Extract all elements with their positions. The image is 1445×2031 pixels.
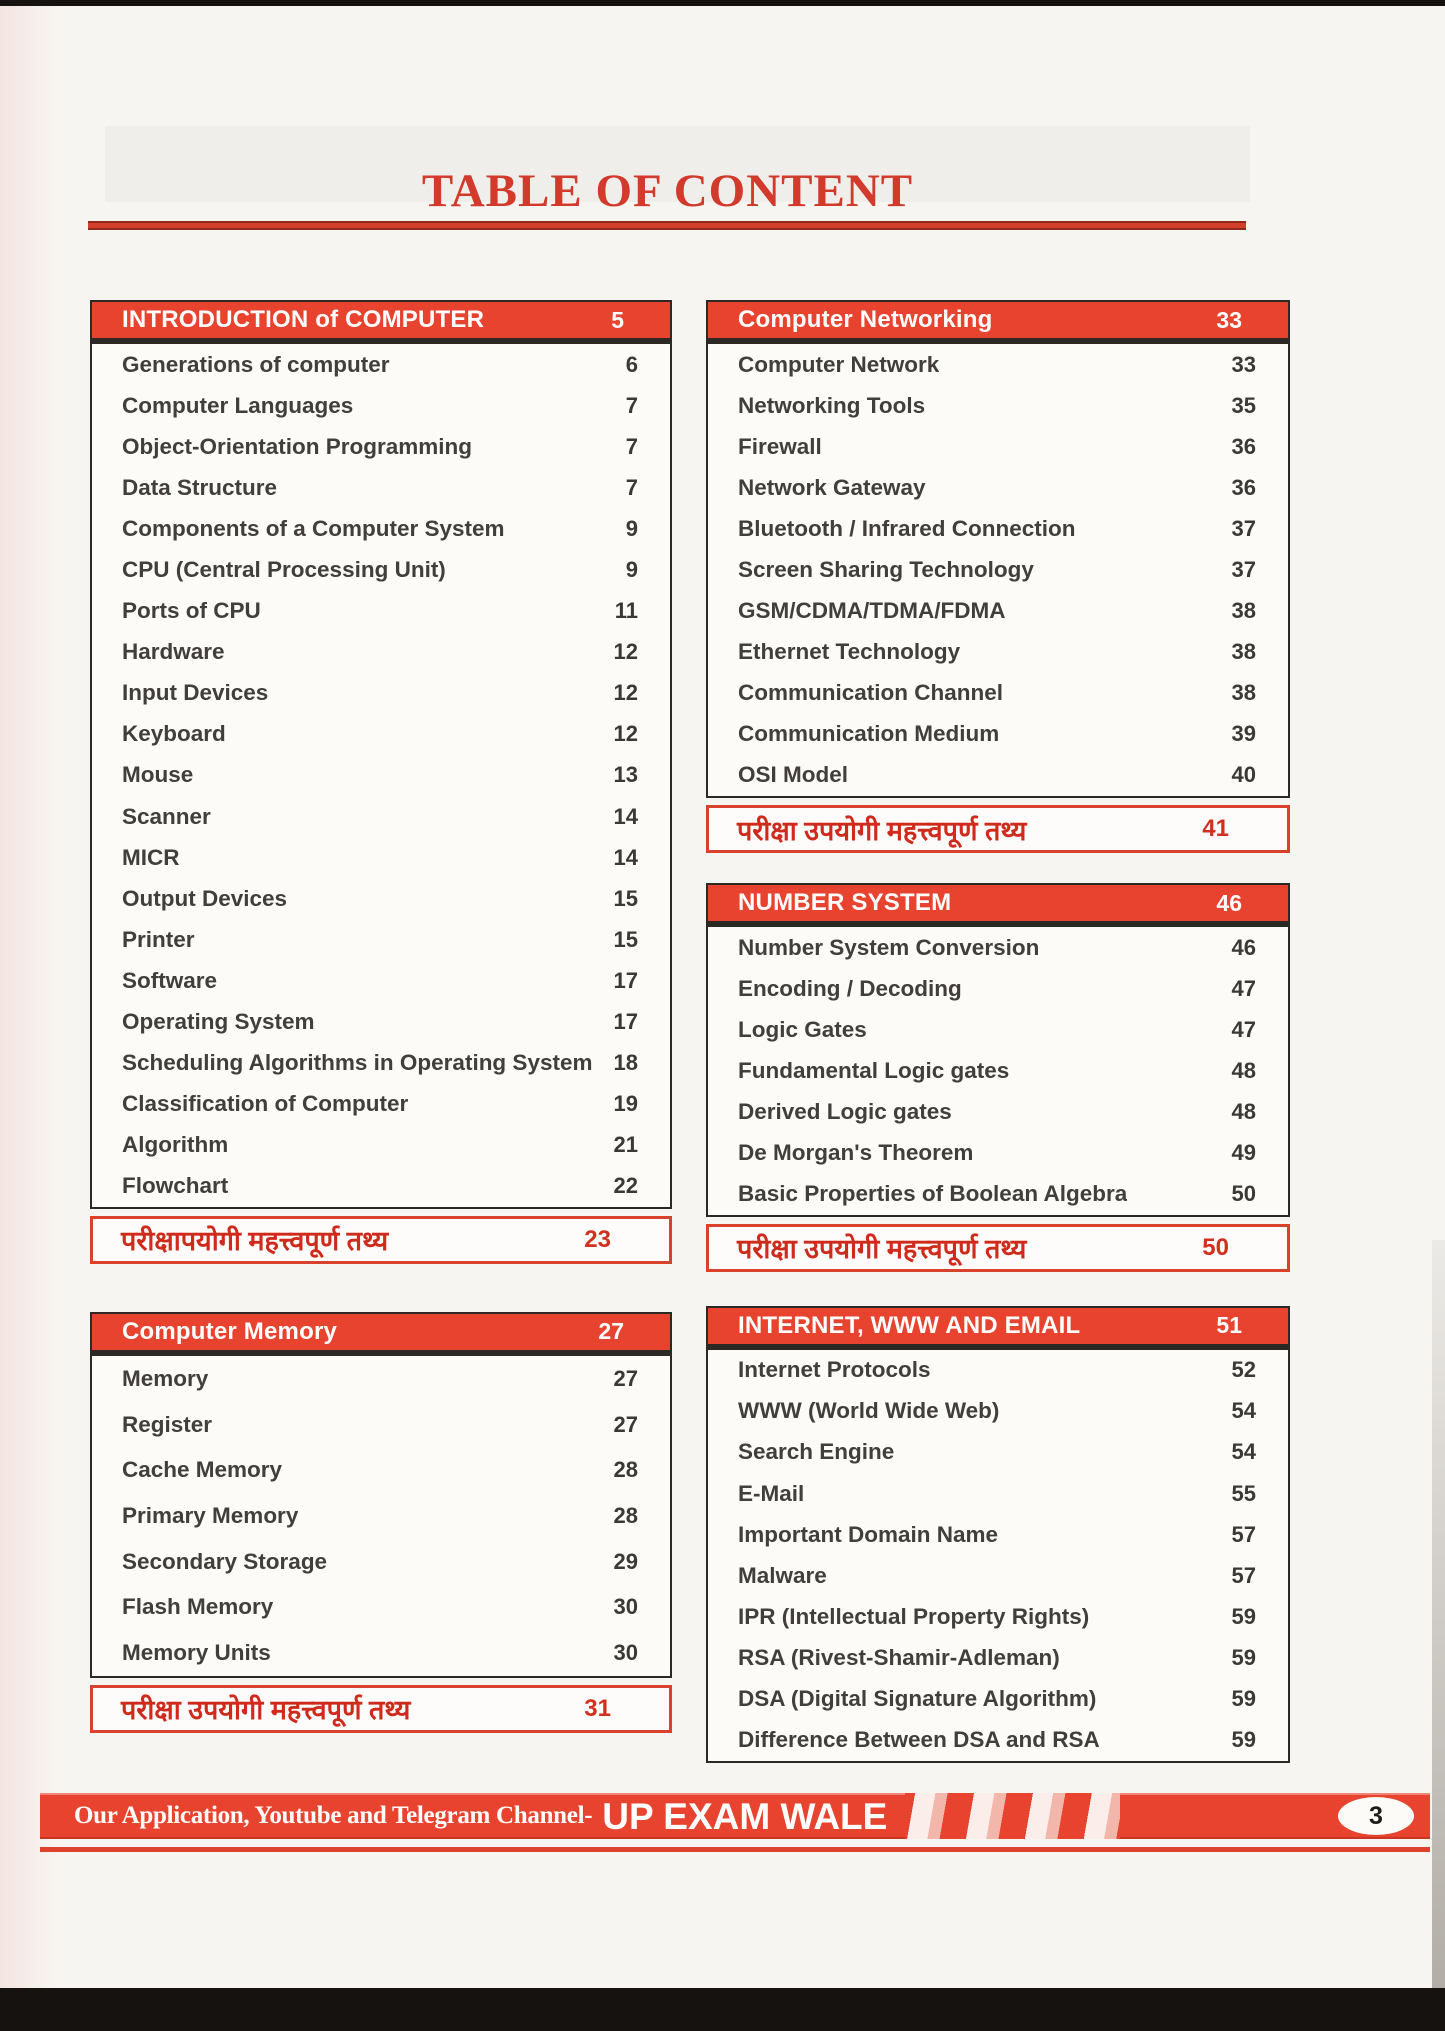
toc-section xyxy=(90,1312,672,1733)
toc-entry-page-number: 30 xyxy=(613,1594,638,1620)
section-header-band xyxy=(706,1306,1290,1347)
toc-entry xyxy=(708,1091,1288,1132)
toc-entry xyxy=(708,1555,1288,1596)
toc-entry-page-number: 17 xyxy=(613,1009,638,1035)
toc-entry xyxy=(708,968,1288,1009)
toc-entry-page-number: 54 xyxy=(1231,1439,1256,1465)
toc-entry-page-number: 28 xyxy=(613,1457,638,1483)
toc-entry-label: Data Structure xyxy=(122,474,278,500)
toc-entry-page-number: 29 xyxy=(613,1548,638,1574)
toc-section xyxy=(706,883,1290,1272)
section-header-band xyxy=(706,300,1290,341)
toc-entry-label: Memory Units xyxy=(122,1639,271,1665)
section-title: Computer Memory xyxy=(122,1317,338,1345)
exam-facts-box xyxy=(706,805,1290,853)
toc-entry xyxy=(92,837,670,878)
toc-entry-label: Flash Memory xyxy=(122,1594,274,1620)
toc-entry-page-number: 14 xyxy=(613,844,638,870)
toc-entry xyxy=(708,755,1288,796)
exam-facts-page-number: 50 xyxy=(1202,1233,1229,1261)
toc-entry-label: Bluetooth / Infrared Connection xyxy=(738,515,1076,541)
toc-entry xyxy=(92,549,670,590)
toc-entry xyxy=(708,714,1288,755)
toc-entry-label: Classification of Computer xyxy=(122,1091,409,1117)
toc-entry-label: Primary Memory xyxy=(122,1502,299,1528)
toc-entry-label: Important Domain Name xyxy=(738,1521,999,1547)
toc-entry-page-number: 37 xyxy=(1231,557,1256,583)
scan-edge-left xyxy=(0,6,58,1988)
toc-entry-label: Screen Sharing Technology xyxy=(738,557,1034,583)
toc-entry-page-number: 38 xyxy=(1231,598,1256,624)
toc-entry-page-number: 21 xyxy=(613,1132,638,1158)
toc-entry-label: Number System Conversion xyxy=(738,934,1040,960)
toc-entry-page-number: 18 xyxy=(613,1050,638,1076)
toc-entry-label: Firewall xyxy=(738,433,822,459)
toc-entry xyxy=(708,344,1288,385)
toc-entry-page-number: 14 xyxy=(613,803,638,829)
toc-entry-label: Flowchart xyxy=(122,1173,229,1199)
toc-entry-label: Fundamental Logic gates xyxy=(738,1057,1010,1083)
toc-entry-page-number: 13 xyxy=(613,762,638,788)
toc-section xyxy=(90,300,672,1264)
toc-entry xyxy=(92,755,670,796)
toc-entry xyxy=(708,1637,1288,1678)
exam-facts-label: परीक्षा उपयोगी महत्त्वपूर्ण तथ्य xyxy=(737,815,1027,846)
section-page-number: 51 xyxy=(1216,1312,1242,1339)
toc-entry-page-number: 59 xyxy=(1231,1685,1256,1711)
toc-section xyxy=(706,1306,1290,1763)
toc-entry-page-number: 38 xyxy=(1231,680,1256,706)
footer-brand-logo: UP EXAM WALE xyxy=(602,1795,888,1837)
toc-entry-page-number: 27 xyxy=(613,1365,638,1391)
section-title: Computer Networking xyxy=(738,306,993,333)
toc-column-left xyxy=(90,300,672,1733)
toc-entry-page-number: 15 xyxy=(613,885,638,911)
exam-facts-label: परीक्षा उपयोगी महत्त्वपूर्ण तथ्य xyxy=(737,1234,1027,1265)
section-title: INTERNET, WWW AND EMAIL xyxy=(738,1311,1081,1339)
toc-entry-page-number: 7 xyxy=(625,474,638,500)
toc-entry-page-number: 12 xyxy=(613,721,638,747)
toc-entry-label: GSM/CDMA/TDMA/FDMA xyxy=(738,598,1006,624)
toc-entry-label: Communication Channel xyxy=(738,680,1004,706)
toc-entry-label: IPR (Intellectual Property Rights) xyxy=(738,1603,1090,1629)
exam-facts-label: परीक्षा उपयोगी महत्त्वपूर्ण तथ्य xyxy=(121,1695,411,1726)
toc-entry-page-number: 52 xyxy=(1231,1357,1256,1383)
toc-entry-page-number: 19 xyxy=(613,1091,638,1117)
toc-entry-label: Hardware xyxy=(122,639,225,665)
toc-entry-label: Output Devices xyxy=(122,885,288,911)
toc-entry-page-number: 54 xyxy=(1231,1398,1256,1424)
toc-entry xyxy=(708,385,1288,426)
toc-entry xyxy=(708,1009,1288,1050)
toc-entry-page-number: 9 xyxy=(625,515,638,541)
toc-entry xyxy=(92,1043,670,1084)
toc-entry xyxy=(708,1174,1288,1215)
toc-entry-page-number: 12 xyxy=(613,639,638,665)
section-title: NUMBER SYSTEM xyxy=(738,889,952,917)
scan-edge-right xyxy=(1432,1240,1445,1988)
toc-entry-page-number: 59 xyxy=(1231,1644,1256,1670)
exam-facts-box xyxy=(90,1216,672,1264)
toc-entry xyxy=(92,508,670,549)
section-page-number: 33 xyxy=(1216,306,1242,333)
toc-entry xyxy=(92,1356,670,1402)
toc-entry xyxy=(92,878,670,919)
footer-underline-rule xyxy=(40,1847,1430,1852)
toc-entry xyxy=(92,426,670,467)
toc-entry-page-number: 55 xyxy=(1231,1480,1256,1506)
toc-entry-label: Operating System xyxy=(122,1009,315,1035)
section-items-box xyxy=(706,341,1290,798)
toc-entry xyxy=(708,549,1288,590)
toc-entry-label: Printer xyxy=(122,926,195,952)
toc-entry-page-number: 27 xyxy=(613,1411,638,1437)
toc-entry xyxy=(92,632,670,673)
toc-entry xyxy=(708,632,1288,673)
toc-entry-label: Secondary Storage xyxy=(122,1548,328,1574)
toc-entry xyxy=(92,1493,670,1539)
toc-entry-label: Memory xyxy=(122,1365,209,1391)
toc-entry xyxy=(92,467,670,508)
toc-entry-label: Basic Properties of Boolean Algebra xyxy=(738,1181,1128,1207)
toc-entry-page-number: 48 xyxy=(1231,1057,1256,1083)
toc-entry-label: Input Devices xyxy=(122,680,269,706)
toc-entry-label: Components of a Computer System xyxy=(122,515,505,541)
toc-entry xyxy=(92,591,670,632)
section-page-number: 5 xyxy=(611,306,624,333)
section-items-box xyxy=(90,341,672,1209)
exam-facts-page-number: 31 xyxy=(584,1694,611,1722)
toc-entry-label: Derived Logic gates xyxy=(738,1098,952,1124)
toc-entry-page-number: 17 xyxy=(613,967,638,993)
exam-facts-label: परीक्षापयोगी महत्त्वपूर्ण तथ्य xyxy=(121,1226,389,1257)
toc-entry xyxy=(708,1596,1288,1637)
section-page-number: 27 xyxy=(598,1318,624,1345)
section-items-box xyxy=(706,924,1290,1217)
toc-entry-label: Logic Gates xyxy=(738,1016,867,1042)
toc-entry xyxy=(92,1166,670,1207)
toc-entry-label: Mouse xyxy=(122,762,194,788)
toc-entry-label: Computer Network xyxy=(738,351,940,377)
toc-entry xyxy=(92,796,670,837)
title-divider-rule xyxy=(88,221,1246,230)
toc-entry-label: Algorithm xyxy=(122,1132,229,1158)
toc-entry-page-number: 15 xyxy=(613,926,638,952)
toc-entry xyxy=(708,1391,1288,1432)
toc-entry-label: Networking Tools xyxy=(738,392,926,418)
toc-entry-page-number: 38 xyxy=(1231,639,1256,665)
exam-facts-box xyxy=(706,1224,1290,1272)
toc-entry xyxy=(708,673,1288,714)
toc-entry-label: Encoding / Decoding xyxy=(738,975,962,1001)
toc-entry-label: Software xyxy=(122,967,218,993)
page-number-badge: 3 xyxy=(1338,1797,1414,1835)
toc-entry-page-number: 9 xyxy=(625,557,638,583)
toc-entry-page-number: 33 xyxy=(1231,351,1256,377)
toc-entry-page-number: 11 xyxy=(614,598,638,624)
toc-entry xyxy=(92,1584,670,1630)
toc-entry-page-number: 22 xyxy=(613,1173,638,1199)
toc-entry-label: Search Engine xyxy=(738,1439,895,1465)
toc-entry xyxy=(92,714,670,755)
toc-entry xyxy=(708,1678,1288,1719)
footer-banner xyxy=(40,1793,1430,1839)
toc-entry-label: CPU (Central Processing Unit) xyxy=(122,557,446,583)
section-header-band xyxy=(90,300,672,341)
toc-entry xyxy=(92,1084,670,1125)
toc-entry xyxy=(708,1050,1288,1091)
exam-facts-page-number: 23 xyxy=(584,1225,611,1253)
toc-entry-label: Communication Medium xyxy=(738,721,1000,747)
toc-entry-label: E-Mail xyxy=(738,1480,805,1506)
toc-entry xyxy=(92,344,670,385)
toc-entry-label: OSI Model xyxy=(738,762,849,788)
section-header-band xyxy=(706,883,1290,924)
toc-entry-label: Computer Languages xyxy=(122,392,354,418)
toc-entry-label: Ethernet Technology xyxy=(738,639,961,665)
footer-channel-text: Our Application, Youtube and Telegram Channel- xyxy=(74,1802,593,1829)
toc-entry-page-number: 7 xyxy=(625,433,638,459)
toc-entry-label: Generations of computer xyxy=(122,351,390,377)
toc-entry xyxy=(708,1473,1288,1514)
toc-entry xyxy=(708,1350,1288,1391)
toc-entry-label: Object-Orientation Programming xyxy=(122,433,473,459)
toc-entry-page-number: 57 xyxy=(1231,1521,1256,1547)
toc-entry xyxy=(708,927,1288,968)
toc-entry xyxy=(92,1630,670,1676)
page-title: TABLE OF CONTENT xyxy=(421,165,914,218)
toc-entry xyxy=(92,385,670,426)
toc-entry xyxy=(92,919,670,960)
section-page-number: 46 xyxy=(1216,889,1242,916)
toc-entry-page-number: 46 xyxy=(1231,934,1256,960)
toc-entry-page-number: 28 xyxy=(613,1502,638,1528)
toc-column-right xyxy=(706,300,1290,1763)
toc-entry-page-number: 12 xyxy=(613,680,638,706)
toc-section xyxy=(706,300,1290,853)
toc-entry-page-number: 40 xyxy=(1231,762,1256,788)
toc-entry-page-number: 49 xyxy=(1231,1140,1256,1166)
toc-entry-page-number: 59 xyxy=(1231,1727,1256,1753)
toc-entry xyxy=(708,1720,1288,1761)
toc-entry-page-number: 50 xyxy=(1231,1181,1256,1207)
toc-entry xyxy=(92,673,670,714)
toc-entry-page-number: 57 xyxy=(1231,1562,1256,1588)
toc-entry-label: De Morgan's Theorem xyxy=(738,1140,974,1166)
toc-entry-label: MICR xyxy=(122,844,180,870)
toc-entry xyxy=(708,591,1288,632)
toc-entry-page-number: 7 xyxy=(625,392,638,418)
scan-edge-top xyxy=(0,0,1445,6)
toc-entry-page-number: 30 xyxy=(613,1639,638,1665)
toc-entry xyxy=(92,1125,670,1166)
exam-facts-page-number: 41 xyxy=(1202,815,1229,843)
toc-entry-page-number: 59 xyxy=(1231,1603,1256,1629)
section-header-band xyxy=(90,1312,672,1353)
section-title: INTRODUCTION of COMPUTER xyxy=(122,306,485,333)
toc-entry-label: RSA (Rivest-Shamir-Adleman) xyxy=(738,1644,1060,1670)
toc-entry-label: Register xyxy=(122,1411,213,1437)
section-items-box xyxy=(90,1353,672,1678)
toc-entry-page-number: 6 xyxy=(625,351,638,377)
toc-entry-label: WWW (World Wide Web) xyxy=(738,1398,1000,1424)
toc-entry xyxy=(708,1432,1288,1473)
toc-entry xyxy=(708,508,1288,549)
toc-entry xyxy=(92,1402,670,1448)
toc-entry-label: Internet Protocols xyxy=(738,1357,931,1383)
toc-entry-label: Malware xyxy=(738,1562,827,1588)
toc-entry-page-number: 36 xyxy=(1231,433,1256,459)
toc-entry-page-number: 48 xyxy=(1231,1098,1256,1124)
toc-entry-label: Network Gateway xyxy=(738,474,926,500)
section-items-box xyxy=(706,1347,1290,1763)
toc-entry-page-number: 47 xyxy=(1231,975,1256,1001)
toc-entry-label: Keyboard xyxy=(122,721,226,747)
toc-entry xyxy=(92,1539,670,1585)
toc-entry xyxy=(92,960,670,1001)
toc-entry xyxy=(708,1133,1288,1174)
toc-entry-label: DSA (Digital Signature Algorithm) xyxy=(738,1685,1097,1711)
toc-entry-page-number: 36 xyxy=(1231,474,1256,500)
toc-entry-label: Cache Memory xyxy=(122,1457,283,1483)
toc-entry-page-number: 35 xyxy=(1231,392,1256,418)
exam-facts-box xyxy=(90,1685,672,1733)
toc-entry-page-number: 37 xyxy=(1231,515,1256,541)
toc-entry-label: Difference Between DSA and RSA xyxy=(738,1727,1100,1753)
toc-entry xyxy=(708,1514,1288,1555)
toc-entry-label: Scanner xyxy=(122,803,211,829)
scan-edge-bottom xyxy=(0,1988,1445,2031)
toc-entry-page-number: 39 xyxy=(1231,721,1256,747)
footer-diagonal-stripes xyxy=(905,1793,1120,1839)
toc-entry-label: Scheduling Algorithms in Operating System xyxy=(122,1050,593,1076)
toc-entry-label: Ports of CPU xyxy=(122,598,261,624)
toc-entry xyxy=(708,426,1288,467)
toc-entry xyxy=(708,467,1288,508)
toc-entry xyxy=(92,1002,670,1043)
toc-entry-page-number: 47 xyxy=(1231,1016,1256,1042)
toc-entry xyxy=(92,1447,670,1493)
